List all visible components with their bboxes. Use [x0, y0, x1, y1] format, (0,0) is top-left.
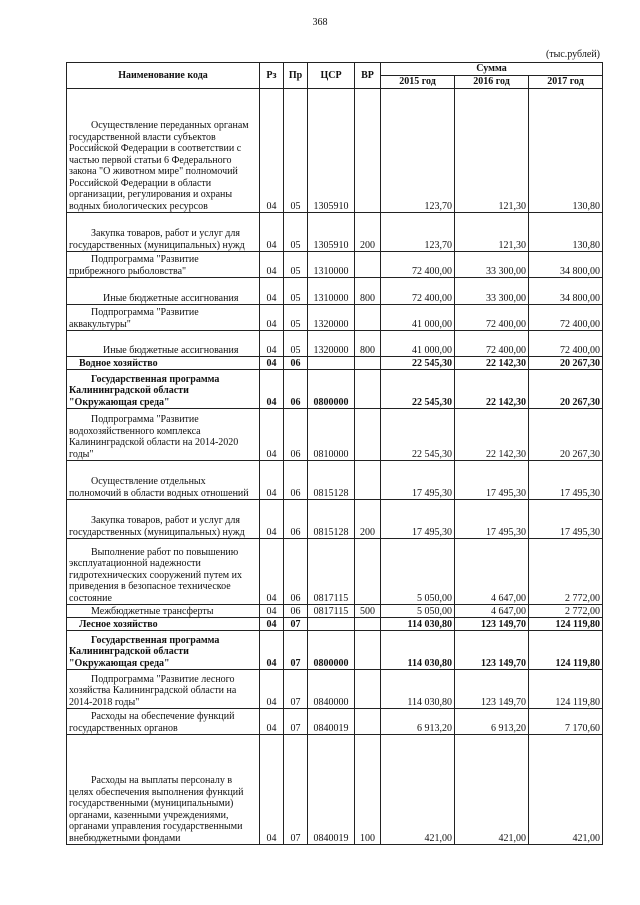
row-csr: 0817115	[308, 605, 355, 618]
row-2017: 17 495,30	[529, 500, 603, 539]
row-pr: 07	[284, 618, 308, 631]
row-2017: 124 119,80	[529, 618, 603, 631]
table-row	[67, 252, 603, 278]
table-row	[67, 709, 603, 735]
row-csr: 0815128	[308, 500, 355, 539]
row-2017: 20 267,30	[529, 370, 603, 409]
row-2015: 123,70	[381, 213, 455, 252]
row-2017: 124 119,80	[529, 631, 603, 670]
row-2017: 72 400,00	[529, 305, 603, 331]
row-vr	[355, 305, 381, 331]
table-row	[67, 670, 603, 709]
table-row	[67, 357, 603, 370]
row-2017: 130,80	[529, 89, 603, 213]
row-name: Подпрограмма "Развитие прибрежного рыболовства"	[67, 252, 260, 278]
row-name: Закупка товаров, работ и услуг для государственных (муниципальных) нужд	[67, 213, 260, 252]
row-rz: 04	[260, 213, 284, 252]
row-2016: 22 142,30	[455, 357, 529, 370]
row-2016: 121,30	[455, 89, 529, 213]
row-rz: 04	[260, 500, 284, 539]
row-2015: 114 030,80	[381, 670, 455, 709]
row-pr: 05	[284, 278, 308, 305]
row-csr: 1320000	[308, 305, 355, 331]
row-2016: 72 400,00	[455, 331, 529, 357]
row-pr: 05	[284, 89, 308, 213]
row-csr: 0800000	[308, 370, 355, 409]
row-2016: 121,30	[455, 213, 529, 252]
row-vr	[355, 461, 381, 500]
table-row	[67, 500, 603, 539]
row-2017: 2 772,00	[529, 539, 603, 605]
row-name: Иные бюджетные ассигнования	[67, 331, 260, 357]
row-2016: 4 647,00	[455, 605, 529, 618]
row-name: Расходы на выплаты персоналу в целях обеспечения выполнения функций государственными (муниципальными) органами, казенными учреждениями, органами управления государственными внебюджетными фондами	[67, 735, 260, 845]
row-csr: 1305910	[308, 213, 355, 252]
table-row	[67, 370, 603, 409]
row-2015: 41 000,00	[381, 331, 455, 357]
row-csr: 1310000	[308, 278, 355, 305]
row-vr: 200	[355, 213, 381, 252]
row-vr	[355, 252, 381, 278]
row-rz: 04	[260, 252, 284, 278]
header-2017: 2017 год	[529, 76, 603, 89]
header-rz: Рз	[260, 63, 284, 89]
row-pr: 07	[284, 631, 308, 670]
row-2015: 22 545,30	[381, 409, 455, 461]
header-csr: ЦСР	[308, 63, 355, 89]
row-csr: 0817115	[308, 539, 355, 605]
row-2016: 17 495,30	[455, 461, 529, 500]
header-2015: 2015 год	[381, 76, 455, 89]
row-pr: 06	[284, 539, 308, 605]
row-2015: 5 050,00	[381, 605, 455, 618]
row-vr	[355, 618, 381, 631]
row-rz: 04	[260, 670, 284, 709]
row-2017: 34 800,00	[529, 252, 603, 278]
row-2015: 114 030,80	[381, 618, 455, 631]
row-vr	[355, 370, 381, 409]
row-name: Закупка товаров, работ и услуг для государственных (муниципальных) нужд	[67, 500, 260, 539]
table-row	[67, 331, 603, 357]
row-vr	[355, 409, 381, 461]
row-vr	[355, 539, 381, 605]
row-name: Подпрограмма "Развитие водохозяйственного комплекса Калининградской области на 2014-2020 годы"	[67, 409, 260, 461]
row-2016: 123 149,70	[455, 631, 529, 670]
row-name: Иные бюджетные ассигнования	[67, 278, 260, 305]
row-pr: 05	[284, 213, 308, 252]
row-2016: 33 300,00	[455, 278, 529, 305]
row-pr: 06	[284, 461, 308, 500]
row-csr: 0800000	[308, 631, 355, 670]
row-2016: 6 913,20	[455, 709, 529, 735]
table-row	[67, 539, 603, 605]
row-rz: 04	[260, 709, 284, 735]
table-row	[67, 631, 603, 670]
row-2016: 22 142,30	[455, 409, 529, 461]
row-pr: 05	[284, 331, 308, 357]
table-row	[67, 461, 603, 500]
row-csr: 1310000	[308, 252, 355, 278]
row-csr: 0810000	[308, 409, 355, 461]
row-rz: 04	[260, 357, 284, 370]
row-pr: 05	[284, 305, 308, 331]
row-2016: 123 149,70	[455, 670, 529, 709]
header-2016: 2016 год	[455, 76, 529, 89]
row-rz: 04	[260, 331, 284, 357]
row-2015: 123,70	[381, 89, 455, 213]
row-2017: 2 772,00	[529, 605, 603, 618]
table-row	[67, 89, 603, 213]
row-csr: 0840000	[308, 670, 355, 709]
row-2017: 72 400,00	[529, 331, 603, 357]
row-2015: 421,00	[381, 735, 455, 845]
row-pr: 06	[284, 357, 308, 370]
row-2017: 7 170,60	[529, 709, 603, 735]
row-name: Подпрограмма "Развитие лесного хозяйства Калининградской области на 2014-2018 годы"	[67, 670, 260, 709]
row-2016: 22 142,30	[455, 370, 529, 409]
row-pr: 06	[284, 409, 308, 461]
row-rz: 04	[260, 735, 284, 845]
row-vr: 200	[355, 500, 381, 539]
row-2015: 72 400,00	[381, 252, 455, 278]
row-vr: 500	[355, 605, 381, 618]
row-csr	[308, 618, 355, 631]
row-name: Государственная программа Калининградской области "Окружающая среда"	[67, 631, 260, 670]
row-name: Водное хозяйство	[67, 357, 260, 370]
row-rz: 04	[260, 618, 284, 631]
table-row	[67, 618, 603, 631]
row-name: Подпрограмма "Развитие аквакультуры"	[67, 305, 260, 331]
header-name: Наименование кода	[67, 63, 260, 89]
row-2016: 33 300,00	[455, 252, 529, 278]
row-2016: 4 647,00	[455, 539, 529, 605]
table-row	[67, 409, 603, 461]
row-rz: 04	[260, 461, 284, 500]
row-2015: 72 400,00	[381, 278, 455, 305]
row-rz: 04	[260, 539, 284, 605]
row-name: Осуществление отдельных полномочий в области водных отношений	[67, 461, 260, 500]
row-rz: 04	[260, 305, 284, 331]
table-row	[67, 278, 603, 305]
row-2015: 41 000,00	[381, 305, 455, 331]
row-vr	[355, 631, 381, 670]
row-pr: 05	[284, 252, 308, 278]
row-csr: 1305910	[308, 89, 355, 213]
row-rz: 04	[260, 605, 284, 618]
units-note: (тыс.рублей)	[545, 49, 600, 60]
row-name: Государственная программа Калининградской области "Окружающая среда"	[67, 370, 260, 409]
table-row	[67, 605, 603, 618]
row-pr: 07	[284, 709, 308, 735]
table-row	[67, 735, 603, 845]
row-vr	[355, 89, 381, 213]
table-row	[67, 305, 603, 331]
row-vr: 800	[355, 278, 381, 305]
row-rz: 04	[260, 631, 284, 670]
row-2016: 421,00	[455, 735, 529, 845]
row-2017: 124 119,80	[529, 670, 603, 709]
row-name: Межбюджетные трансферты	[67, 605, 260, 618]
table-row	[67, 213, 603, 252]
row-name: Выполнение работ по повышению эксплуатационной надежности гидротехнических сооружений путем их приведения в безопасное техническое состояние	[67, 539, 260, 605]
row-csr	[308, 357, 355, 370]
row-2016: 72 400,00	[455, 305, 529, 331]
page-number: 368	[312, 17, 328, 28]
row-pr: 06	[284, 605, 308, 618]
header-sum: Сумма	[381, 63, 603, 76]
row-rz: 04	[260, 278, 284, 305]
row-2015: 114 030,80	[381, 631, 455, 670]
row-vr	[355, 709, 381, 735]
row-2017: 20 267,30	[529, 409, 603, 461]
row-2015: 22 545,30	[381, 370, 455, 409]
row-2015: 22 545,30	[381, 357, 455, 370]
header-vr: ВР	[355, 63, 381, 89]
row-vr: 800	[355, 331, 381, 357]
row-csr: 0840019	[308, 709, 355, 735]
row-pr: 07	[284, 670, 308, 709]
header-pr: Пр	[284, 63, 308, 89]
row-pr: 06	[284, 500, 308, 539]
budget-table	[66, 62, 603, 845]
row-2015: 17 495,30	[381, 461, 455, 500]
row-2017: 34 800,00	[529, 278, 603, 305]
row-pr: 07	[284, 735, 308, 845]
row-2017: 130,80	[529, 213, 603, 252]
row-name: Лесное хозяйство	[67, 618, 260, 631]
row-2015: 6 913,20	[381, 709, 455, 735]
row-2016: 123 149,70	[455, 618, 529, 631]
row-2017: 20 267,30	[529, 357, 603, 370]
row-2017: 17 495,30	[529, 461, 603, 500]
row-vr	[355, 357, 381, 370]
row-rz: 04	[260, 409, 284, 461]
row-csr: 0815128	[308, 461, 355, 500]
row-csr: 1320000	[308, 331, 355, 357]
row-vr	[355, 670, 381, 709]
row-name: Осуществление переданных органам государственной власти субъектов Российской Федерации в соответствии с частью первой статьи 6 Федерального закона "О животном мире" полномочий Российской Федерации в области организации, регулирования и охраны водных биологических ресурсов	[67, 89, 260, 213]
row-rz: 04	[260, 89, 284, 213]
row-vr: 100	[355, 735, 381, 845]
row-2017: 421,00	[529, 735, 603, 845]
row-rz: 04	[260, 370, 284, 409]
row-2016: 17 495,30	[455, 500, 529, 539]
row-2015: 17 495,30	[381, 500, 455, 539]
row-2015: 5 050,00	[381, 539, 455, 605]
row-pr: 06	[284, 370, 308, 409]
row-name: Расходы на обеспечение функций государственных органов	[67, 709, 260, 735]
row-csr: 0840019	[308, 735, 355, 845]
